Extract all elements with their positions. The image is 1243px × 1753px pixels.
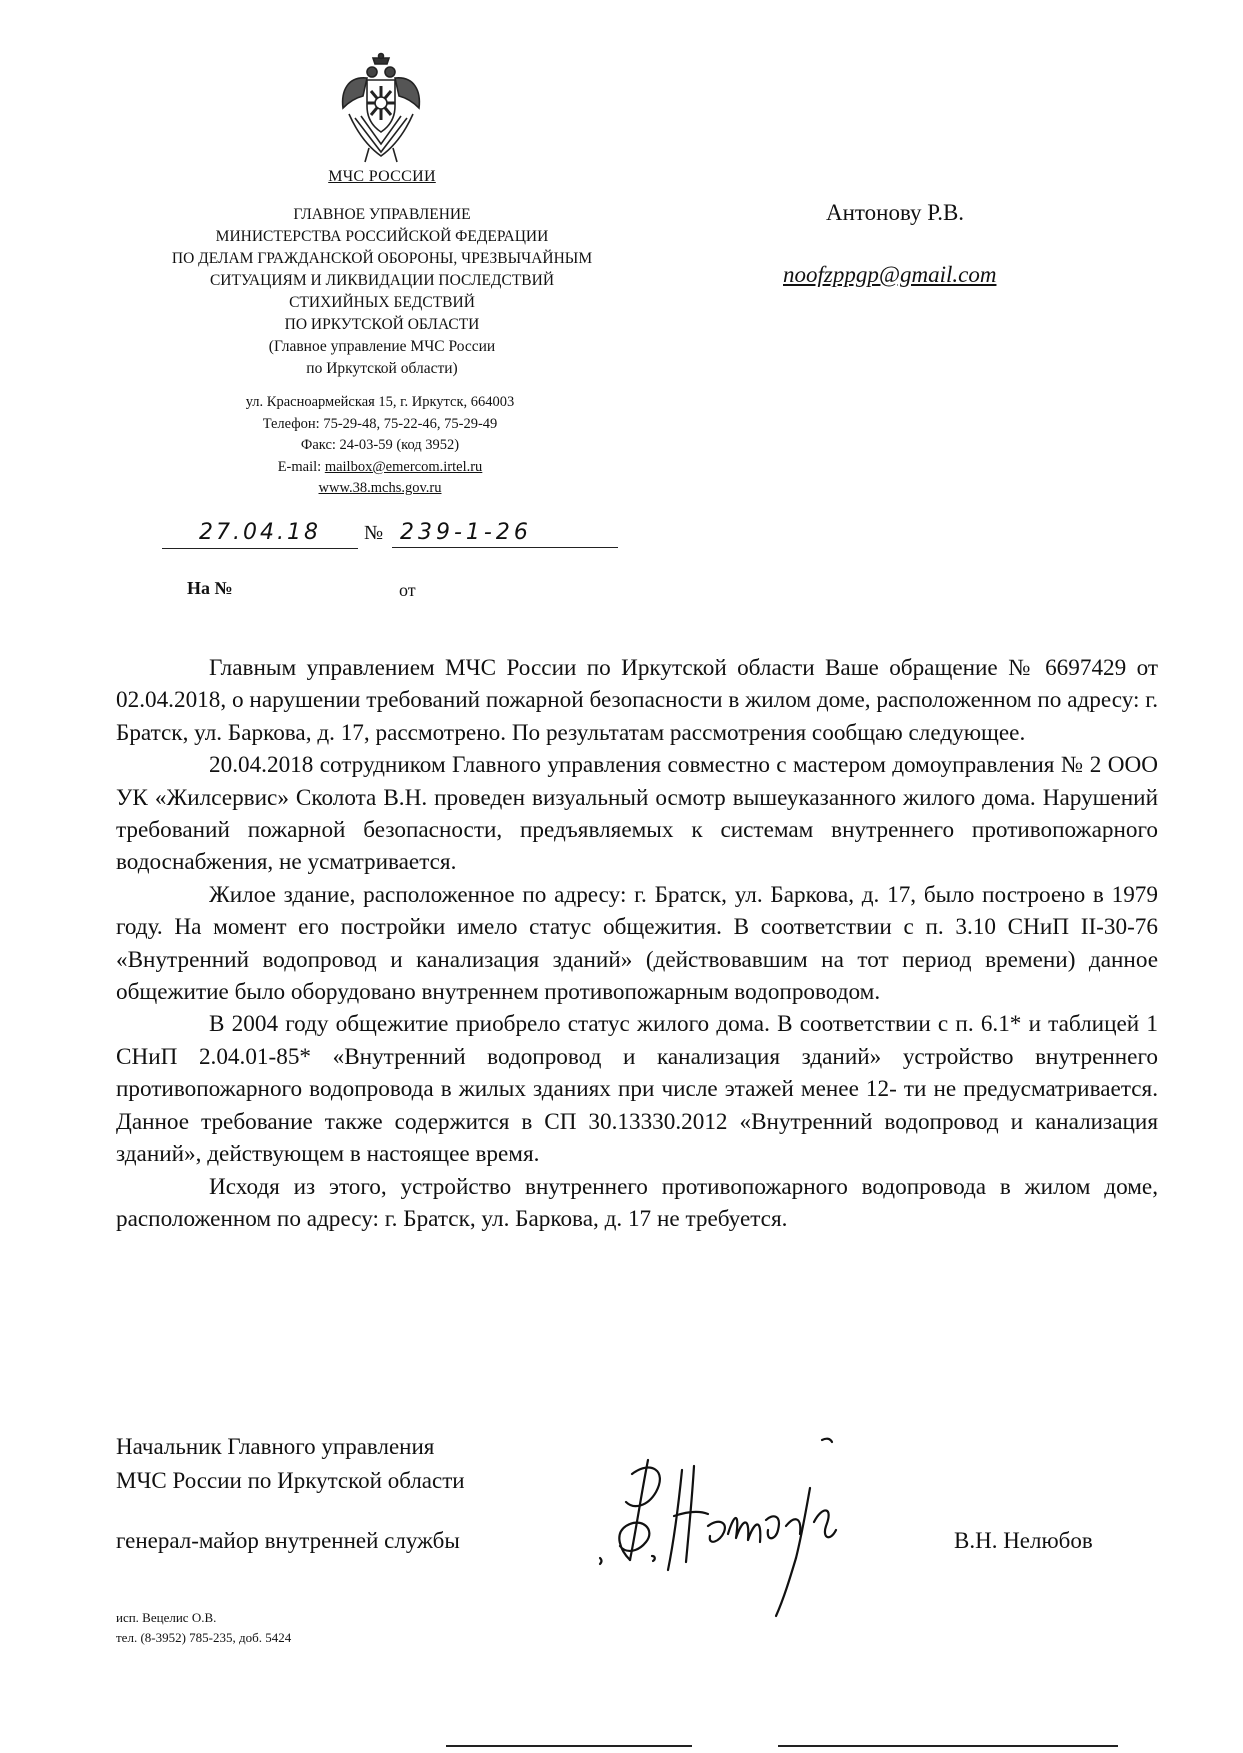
org-phone: Телефон: 75-29-48, 75-22-46, 75-29-49	[262, 415, 498, 432]
letter-body	[116, 652, 1158, 1235]
body-paragraph: Главным управлением МЧС России по Иркутской области Ваше обращение № 6697429 от 02.04.2018, о нарушении требований пожарной безопасности в жилом доме, расположенном по адресу: г. Братск, ул. Баркова, д. 17, рассмотрено. По результатам рассмотрения сообщаю следующее.	[116, 655, 1158, 746]
body-paragraph: 20.04.2018 сотрудником Главного управления совместно с мастером домоуправления № 2 ООО УК «Жилсервис» Сколота В.Н. проведен визуальный осмотр вышеуказанного жилого дома. Нарушений требований пожарной безопасности, предъявляемых к системам внутреннего противопожарного водоснабжения, не усматривается.	[116, 752, 1158, 876]
executor-phone: тел. (8-3952) 785-235, доб. 5424	[116, 1630, 292, 1645]
body-paragraph: Жилое здание, расположенное по адресу: г. Братск, ул. Баркова, д. 17, было построено в 1979 году. На момент его постройки имело статус общежития. В соответствии с п. 3.10 СНиП II-30-76 «Внутренний водопровод и канализация зданий» (действовавшим на тот период времени) данное общежитие было оборудовано внутреннем противопожарным водопроводом.	[116, 881, 1158, 1006]
org-email-link[interactable]: mailbox@emercom.irtel.ru	[324, 458, 483, 475]
signatory-title-line: МЧС России по Иркутской области	[116, 1468, 465, 1493]
signatory-rank: генерал-майор внутренней службы	[116, 1528, 460, 1553]
org-full-name	[140, 204, 624, 380]
org-line: СТИХИЙНЫХ БЕДСТВИЙ	[289, 294, 475, 311]
org-email-label: E-mail:	[277, 458, 325, 475]
registration-date: 27.04.18	[162, 518, 358, 549]
registration-number: 239-1-26	[392, 518, 618, 548]
signatory-title-line: Начальник Главного управления	[116, 1434, 435, 1459]
addressee-email-link[interactable]: noofzppgp@gmail.com	[783, 262, 997, 287]
executor-name: исп. Вецелис О.В.	[116, 1610, 217, 1625]
registration-number-label: №	[364, 522, 384, 544]
org-line: (Главное управление МЧС России	[268, 338, 496, 355]
reference-date-label: от	[399, 580, 416, 600]
org-line: ПО ИРКУТСКОЙ ОБЛАСТИ	[284, 316, 480, 333]
org-address: ул. Красноармейская 15, г. Иркутск, 664003	[245, 394, 515, 410]
body-paragraph: В 2004 году общежитие приобрело статус жилого дома. В соответствии с п. 6.1* и таблицей 1 СНиП 2.04.01-85* «Внутренний водопровод и канализация зданий» устройство внутреннего противопожарного водопровода в жилых зданиях при числе этажей менее 12- ти не предусматривается. Данное требование также содержится в СП 30.13330.2012 «Внутренний водопровод и канализация зданий», действующем в настоящее время.	[116, 1011, 1158, 1168]
mchs-emblem-icon	[337, 52, 425, 164]
org-contacts	[180, 392, 580, 500]
reference-number-label: На №	[187, 578, 233, 598]
handwritten-signature-icon	[590, 1430, 890, 1630]
org-website-link[interactable]: www.38.mchs.gov.ru	[318, 480, 442, 496]
org-line: ГЛАВНОЕ УПРАВЛЕНИЕ	[293, 206, 471, 223]
org-line: СИТУАЦИЯМ И ЛИКВИДАЦИИ ПОСЛЕДСТВИЙ	[209, 272, 555, 289]
org-short-name: МЧС РОССИИ	[328, 168, 436, 185]
org-email-row	[180, 457, 580, 479]
body-paragraph: Исходя из этого, устройство внутреннего противопожарного водопровода в жилом доме, расположенном по адресу: г. Братск, ул. Баркова, д. 17 не требуется.	[116, 1173, 1158, 1232]
org-line: ПО ДЕЛАМ ГРАЖДАНСКОЙ ОБОРОНЫ, ЧРЕЗВЫЧАЙНЫМ	[171, 250, 593, 267]
executor-info	[116, 1608, 291, 1648]
bottom-divider	[778, 1745, 1118, 1747]
signatory-name: В.Н. Нелюбов	[954, 1528, 1093, 1553]
org-fax: Факс: 24-03-59 (код 3952)	[300, 437, 460, 453]
bottom-divider	[446, 1745, 692, 1747]
org-line: по Иркутской области)	[306, 360, 458, 377]
org-line: МИНИСТЕРСТВА РОССИЙСКОЙ ФЕДЕРАЦИИ	[215, 228, 549, 245]
signatory-title	[116, 1430, 465, 1498]
addressee-name: Антонову Р.В.	[826, 200, 965, 225]
